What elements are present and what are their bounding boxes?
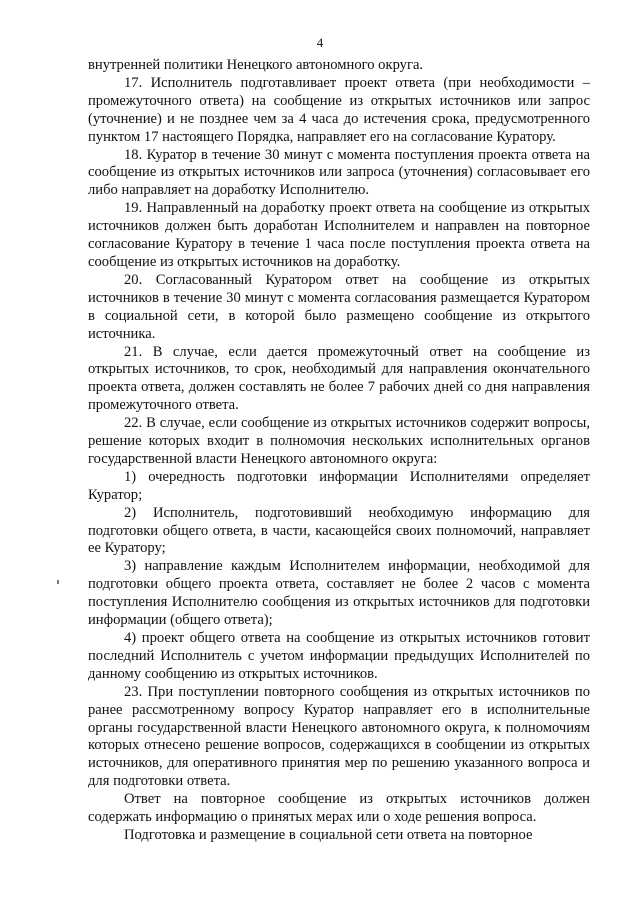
paragraph-continuation: внутренней политики Ненецкого автономного округа. [88,57,424,73]
subitem-4: 4) проект общего ответа на сообщение из открытых источников готовит последний Исполнитель с учетом информации предыдущих Исполнителей по данному сообщению из открытых источников. [88,630,590,682]
paragraph-publication: Подготовка и размещение в социальной сети ответа на повторное [124,826,533,843]
margin-mark [57,580,59,584]
paragraph-item-18: 18. Куратор в течение 30 минут с момента поступления проекта ответа на сообщение из открытых источников или запроса (уточнения) согласовывает его либо направляет на доработку Исполнителю. [88,146,590,199]
paragraph-item-21: 21. В случае, если дается промежуточный ответ на сообщение из открытых источников, то срок, необходимый для направления окончательного проекта ответа, должен составлять не более 7 рабочих дней со дня направления промежуточного ответа. [88,343,590,414]
paragraph-item-19: 19. Направленный на доработку проект ответа на сообщение из открытых источников должен быть доработан Исполнителем и направлен на повторное согласование Куратору в течение 1 часа после поступления проекта ответа на сообщение из открытых источников на доработку. [88,200,590,270]
paragraph-item-20: 20. Согласованный Куратором ответ на сообщение из открытых источников в течение 30 минут с момента согласования размещается Куратором в социальной сети, в которой было размещено сообщение из открытого источника. [88,271,590,342]
paragraph-item-17: 17. Исполнитель подготавливает проект ответа (при необходимости – промежуточного ответа) на сообщение из открытых источников или запрос (уточнение) и не позднее чем за 4 часа до истечения срока, предусмотренного пунктом 17 настоящего Порядка, направляет его на согласование Куратору. [88,74,590,145]
paragraph-item-22: 22. В случае, если сообщение из открытых источников содержит вопросы, решение которых входит в полномочия нескольких исполнительных органов государственной власти Ненецкого автономного округа: [88,415,590,467]
page-number: 4 [316,35,324,50]
subitem-1: 1) очередность подготовки информации Исполнителями определяет Куратор; [88,468,590,503]
paragraph-item-23: 23. При поступлении повторного сообщения из открытых источников по ранее рассмотренному вопросу Куратор направляет его в исполнительные органы государственной власти Ненецкого автономного округа, к полномочиям которых отнесено решение вопросов, содержащихся в сообщении из открытых источников, для оперативного принятия мер по решению указанного вопроса и для подготовки ответа. [88,683,590,790]
paragraph-repeat-answer: Ответ на повторное сообщение из открытых источников должен содержать информацию о принятых мерах или о ходе решения вопроса. [88,791,590,826]
subitem-3: 3) направление каждым Исполнителем информации, необходимой для подготовки общего проекта ответа, составляет не более 2 часов с момента поступления Исполнителю сообщения из открытых источников для подготовки информации (общего ответа); [88,558,590,629]
subitem-2: 2) Исполнитель, подготовивший необходимую информацию для подготовки общего ответа, в части, касающейся своих полномочий, направляет ее Куратору; [88,504,590,557]
document-body [88,57,590,845]
